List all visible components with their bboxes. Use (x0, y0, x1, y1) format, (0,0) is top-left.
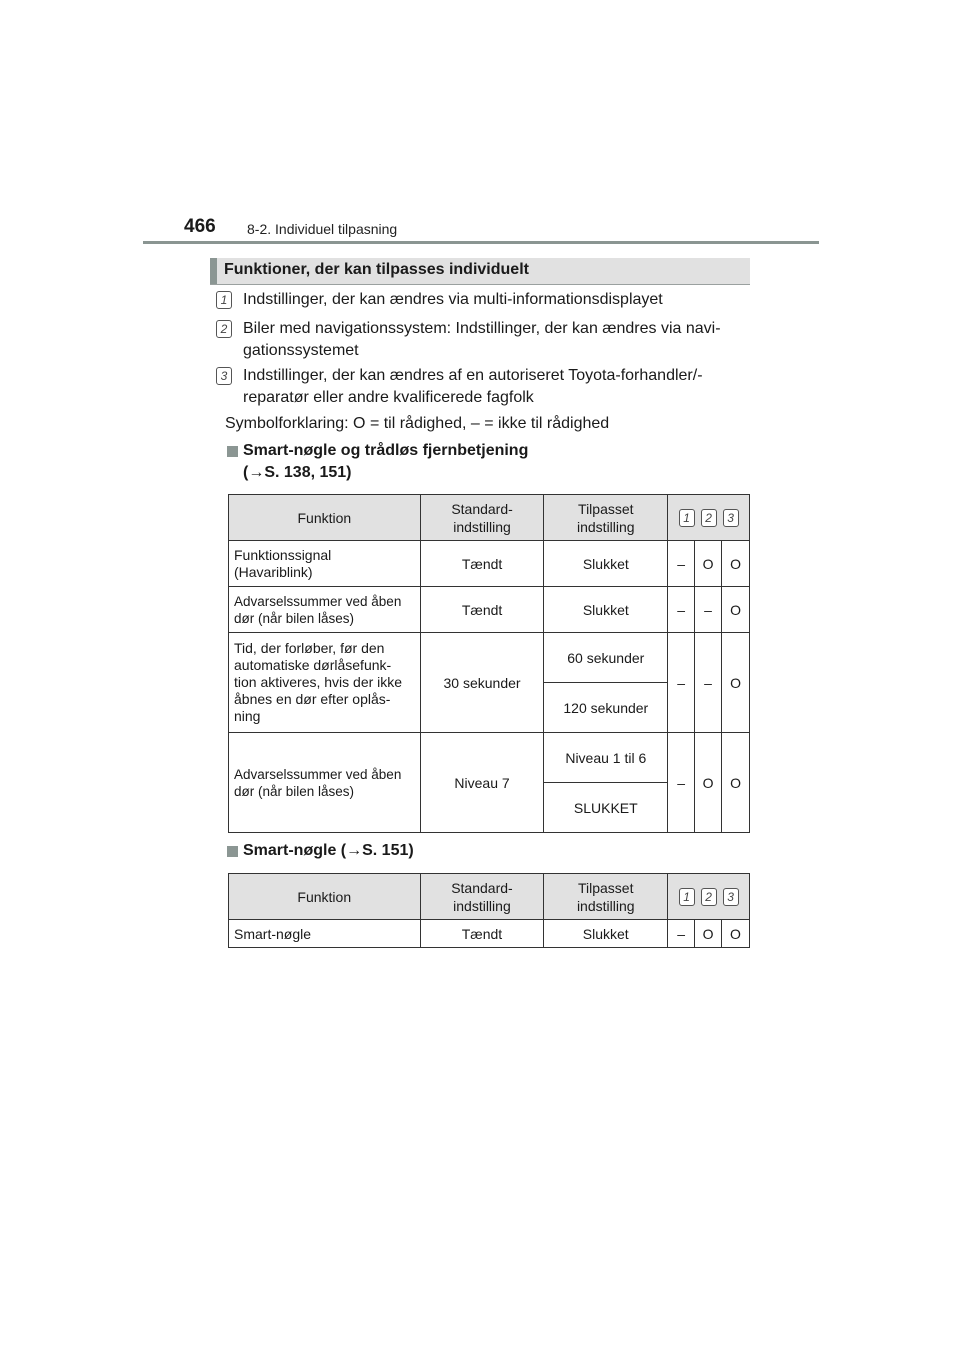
table-row (229, 733, 750, 783)
table-row (229, 633, 750, 683)
availability-2-cell: – (695, 587, 722, 633)
availability-1-cell: – (668, 733, 695, 833)
availability-3-cell: O (722, 541, 750, 587)
header-function: Funktion (229, 874, 421, 920)
square-bullet-icon (227, 446, 238, 457)
default-cell: 30 sekunder (420, 633, 544, 733)
custom-cell: 60 sekunder (544, 633, 668, 683)
badge-3-icon: 3 (723, 509, 739, 527)
badge-1-icon: 1 (216, 291, 232, 309)
section-title: Funktioner, der kan tilpasses individuelt (224, 261, 529, 278)
legend-item-1: Indstillinger, der kan ændres via multi-informationsdisplayet (243, 291, 663, 308)
badge-2-icon: 2 (701, 509, 717, 527)
badge-2-icon: 2 (216, 320, 232, 338)
header-badges (668, 495, 750, 541)
availability-1-cell: – (668, 633, 695, 733)
custom-cell: Slukket (544, 587, 668, 633)
subsection-2-title: Smart-nøgle (→S. 151) (243, 842, 414, 859)
availability-3-cell: O (722, 587, 750, 633)
availability-2-cell: O (695, 733, 722, 833)
header-default: Standard- indstilling (420, 495, 544, 541)
custom-cell: 120 sekunder (544, 683, 668, 733)
availability-2-cell: – (695, 633, 722, 733)
availability-3-cell: O (722, 633, 750, 733)
table-row (229, 920, 750, 948)
custom-cell: Slukket (544, 920, 668, 948)
header-divider (143, 241, 819, 244)
symbol-legend: Symbolforklaring: O = til rådighed, – = ikke til rådighed (225, 415, 610, 432)
header-function: Funktion (229, 495, 421, 541)
square-bullet-icon (227, 846, 238, 857)
badge-1-icon: 1 (679, 888, 695, 906)
default-cell: Tændt (420, 587, 544, 633)
custom-cell: SLUKKET (544, 783, 668, 833)
availability-3-cell: O (722, 733, 750, 833)
section-title-bar (210, 258, 750, 285)
chapter-title: 8-2. Individuel tilpasning (247, 221, 398, 237)
badge-3-icon: 3 (723, 888, 739, 906)
default-cell: Tændt (420, 920, 544, 948)
availability-2-cell: O (695, 920, 722, 948)
custom-cell: Niveau 1 til 6 (544, 733, 668, 783)
default-cell: Tændt (420, 541, 544, 587)
settings-table-2 (228, 873, 750, 948)
section-accent (210, 258, 217, 284)
function-cell: Advarselssummer ved åben dør (når bilen låses) (229, 587, 421, 633)
legend-item-2-line1: Biler med navigationssystem: Indstillinger, der kan ændres via navi- (243, 320, 721, 337)
header-custom: Tilpasset indstilling (544, 495, 668, 541)
availability-3-cell: O (722, 920, 750, 948)
header-badges (668, 874, 750, 920)
function-cell: Funktionssignal (Havariblink) (229, 541, 421, 587)
subsection-1-ref: (→S. 138, 151) (243, 464, 352, 481)
legend-item-2-line2: gationssystemet (243, 342, 359, 359)
subsection-1-title: Smart-nøgle og trådløs fjernbetjening (243, 442, 529, 459)
custom-cell: Slukket (544, 541, 668, 587)
legend-item-3-line1: Indstillinger, der kan ændres af en autoriseret Toyota-forhandler/- (243, 367, 703, 384)
availability-2-cell: O (695, 541, 722, 587)
table-header-row (229, 495, 750, 541)
legend-item-3-line2: reparatør eller andre kvalificerede fagfolk (243, 389, 534, 406)
function-cell: Smart-nøgle (229, 920, 421, 948)
badge-1-icon: 1 (679, 509, 695, 527)
header-custom: Tilpasset indstilling (544, 874, 668, 920)
availability-1-cell: – (668, 587, 695, 633)
badge-3-icon: 3 (216, 367, 232, 385)
table-row (229, 541, 750, 587)
page-number: 466 (184, 216, 216, 237)
table-row (229, 587, 750, 633)
availability-1-cell: – (668, 541, 695, 587)
availability-1-cell: – (668, 920, 695, 948)
badge-2-icon: 2 (701, 888, 717, 906)
function-cell: Advarselssummer ved åben dør (når bilen låses) (229, 733, 421, 833)
function-cell: Tid, der forløber, før den automatiske dørlåsefunk- tion aktiveres, hvis der ikke åbnes en dør efter oplås- ning (229, 633, 421, 733)
settings-table-1 (228, 494, 750, 833)
default-cell: Niveau 7 (420, 733, 544, 833)
table-header-row (229, 874, 750, 920)
header-default: Standard- indstilling (420, 874, 544, 920)
